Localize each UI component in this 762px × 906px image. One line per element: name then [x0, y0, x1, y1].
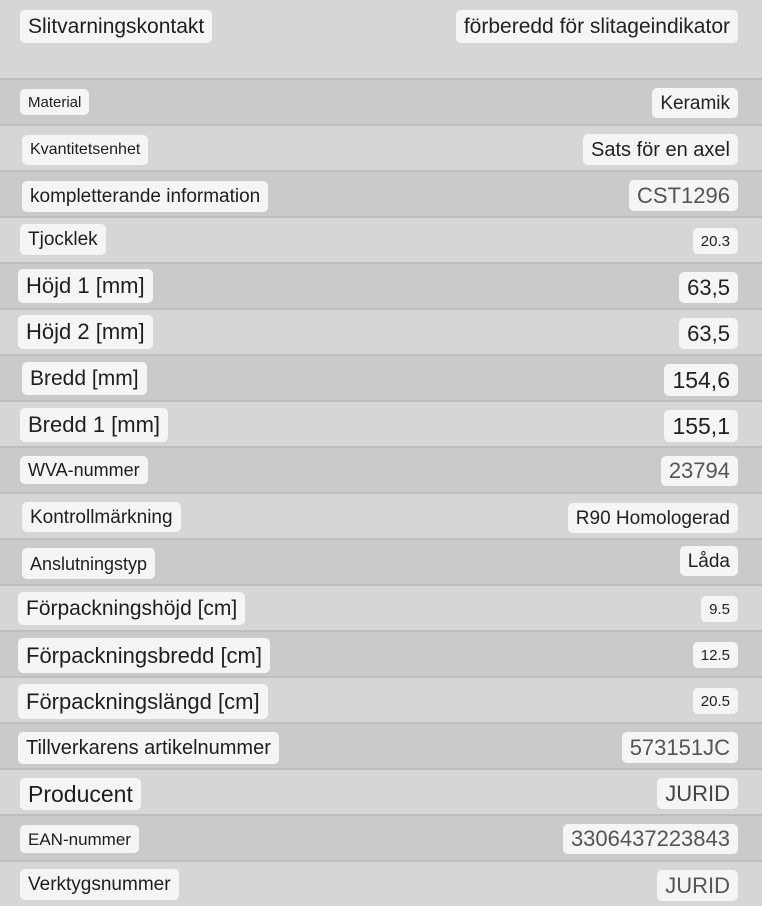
spec-value: 63,5 — [679, 318, 738, 349]
spec-value: förberedd för slitageindikator — [456, 10, 738, 43]
spec-value: 573151JC — [622, 732, 738, 763]
spec-row — [0, 676, 762, 722]
spec-label: Höjd 1 [mm] — [18, 269, 153, 303]
spec-value: R90 Homologerad — [568, 503, 738, 533]
spec-row — [0, 814, 762, 860]
spec-row — [0, 262, 762, 308]
spec-value: 12.5 — [693, 642, 738, 668]
spec-value: 20.5 — [693, 688, 738, 714]
spec-label: Slitvarningskontakt — [20, 10, 212, 43]
spec-value: Sats för en axel — [583, 134, 738, 165]
spec-value: 154,6 — [664, 364, 738, 396]
spec-row — [0, 216, 762, 262]
spec-label: Kontrollmärkning — [22, 502, 181, 532]
spec-value: JURID — [657, 870, 738, 901]
spec-row — [0, 492, 762, 538]
spec-value: 155,1 — [664, 410, 738, 442]
spec-value: 63,5 — [679, 272, 738, 303]
spec-row — [0, 446, 762, 492]
spec-row — [0, 124, 762, 170]
spec-value: 20.3 — [693, 228, 738, 254]
spec-value: Keramik — [652, 88, 738, 118]
spec-row — [0, 722, 762, 768]
spec-row — [0, 170, 762, 216]
spec-label: Höjd 2 [mm] — [18, 315, 153, 349]
spec-row — [0, 354, 762, 400]
spec-label: WVA-nummer — [20, 456, 148, 484]
spec-row — [0, 400, 762, 446]
spec-row — [0, 0, 762, 78]
spec-value: Låda — [680, 546, 738, 576]
spec-value: 9.5 — [701, 596, 738, 622]
spec-label: Förpackningshöjd [cm] — [18, 592, 245, 625]
spec-label: kompletterande information — [22, 181, 268, 212]
spec-label: Tjocklek — [20, 224, 106, 255]
spec-row — [0, 768, 762, 814]
spec-label: Kvantitetsenhet — [22, 135, 148, 165]
spec-label: Förpackningsbredd [cm] — [18, 638, 270, 673]
spec-value: 23794 — [661, 456, 738, 486]
spec-row — [0, 308, 762, 354]
spec-label: Bredd 1 [mm] — [20, 408, 168, 442]
spec-label: Verktygsnummer — [20, 869, 179, 900]
spec-row — [0, 538, 762, 584]
spec-value: CST1296 — [629, 180, 738, 211]
spec-row — [0, 630, 762, 676]
spec-label: Bredd [mm] — [22, 362, 147, 395]
spec-label: EAN-nummer — [20, 825, 139, 853]
spec-label: Material — [20, 89, 89, 115]
spec-label: Tillverkarens artikelnummer — [18, 732, 279, 764]
spec-value: 3306437223843 — [563, 824, 738, 854]
spec-label: Anslutningstyp — [22, 548, 155, 579]
spec-value: JURID — [657, 778, 738, 809]
spec-row — [0, 860, 762, 906]
spec-row — [0, 78, 762, 124]
spec-label: Förpackningslängd [cm] — [18, 684, 268, 719]
spec-label: Producent — [20, 778, 141, 810]
spec-row — [0, 584, 762, 630]
